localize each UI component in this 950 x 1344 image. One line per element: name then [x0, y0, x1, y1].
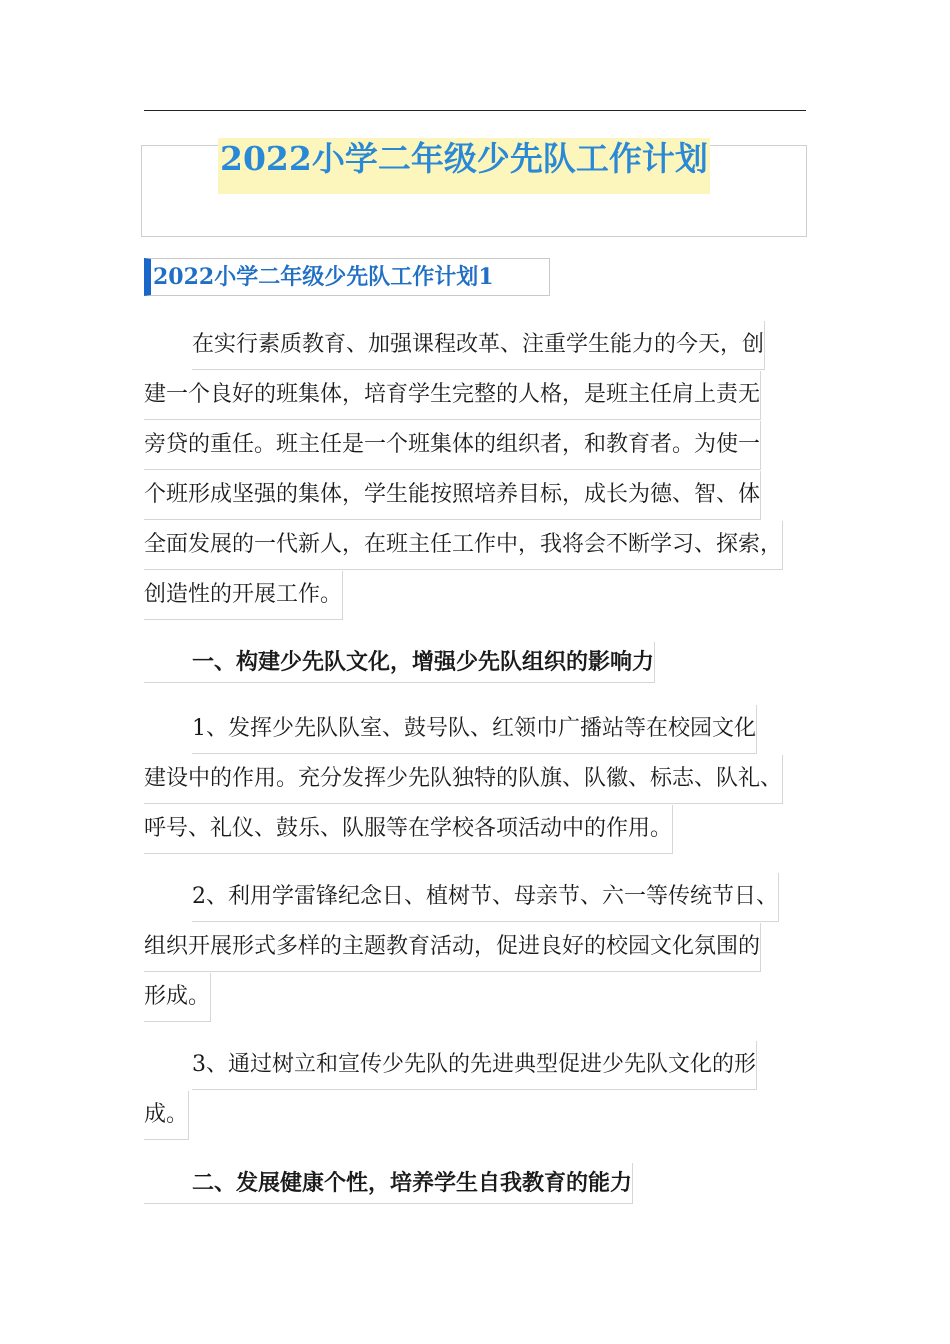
text-line: 呼号、礼仪、鼓乐、队服等在学校各项活动中的作用。	[144, 804, 783, 854]
text-line: 个班形成坚强的集体，学生能按照培养目标，成长为德、智、体	[144, 470, 783, 520]
section-heading-2: 二、发展健康个性，培养学生自我教育的能力	[144, 1163, 633, 1204]
text-line: 组织开展形式多样的主题教育活动，促进良好的校园文化氛围的	[144, 922, 779, 972]
text-line: 形成。	[144, 972, 779, 1022]
document-title: 2022小学二年级少先队工作计划	[218, 138, 710, 194]
section-heading-1: 一、构建少先队文化，增强少先队组织的影响力	[144, 642, 655, 683]
text-line: 建设中的作用。充分发挥少先队独特的队旗、队徽、标志、队礼、	[144, 754, 783, 804]
item-paragraph-3	[144, 1040, 757, 1140]
text-line: 2、利用学雷锋纪念日、植树节、母亲节、六一等传统节日、	[144, 872, 779, 922]
item-paragraph-2	[144, 872, 779, 1022]
text-line: 1、发挥少先队队室、鼓号队、红领巾广播站等在校园文化	[144, 704, 783, 754]
text-line: 在实行素质教育、加强课程改革、注重学生能力的今天，创	[144, 320, 783, 370]
section-subtitle: 2022小学二年级少先队工作计划1	[144, 258, 550, 296]
text-line: 建一个良好的班集体，培育学生完整的人格，是班主任肩上责无	[144, 370, 783, 420]
text-line: 创造性的开展工作。	[144, 570, 783, 620]
text-line: 全面发展的一代新人，在班主任工作中，我将会不断学习、探索，	[144, 520, 783, 570]
text-line: 3、通过树立和宣传少先队的先进典型促进少先队文化的形	[144, 1040, 757, 1090]
intro-paragraph	[144, 320, 783, 620]
top-rule	[144, 110, 806, 111]
text-line: 旁贷的重任。班主任是一个班集体的组织者，和教育者。为使一	[144, 420, 783, 470]
item-paragraph-1	[144, 704, 783, 854]
text-line: 成。	[144, 1090, 757, 1140]
